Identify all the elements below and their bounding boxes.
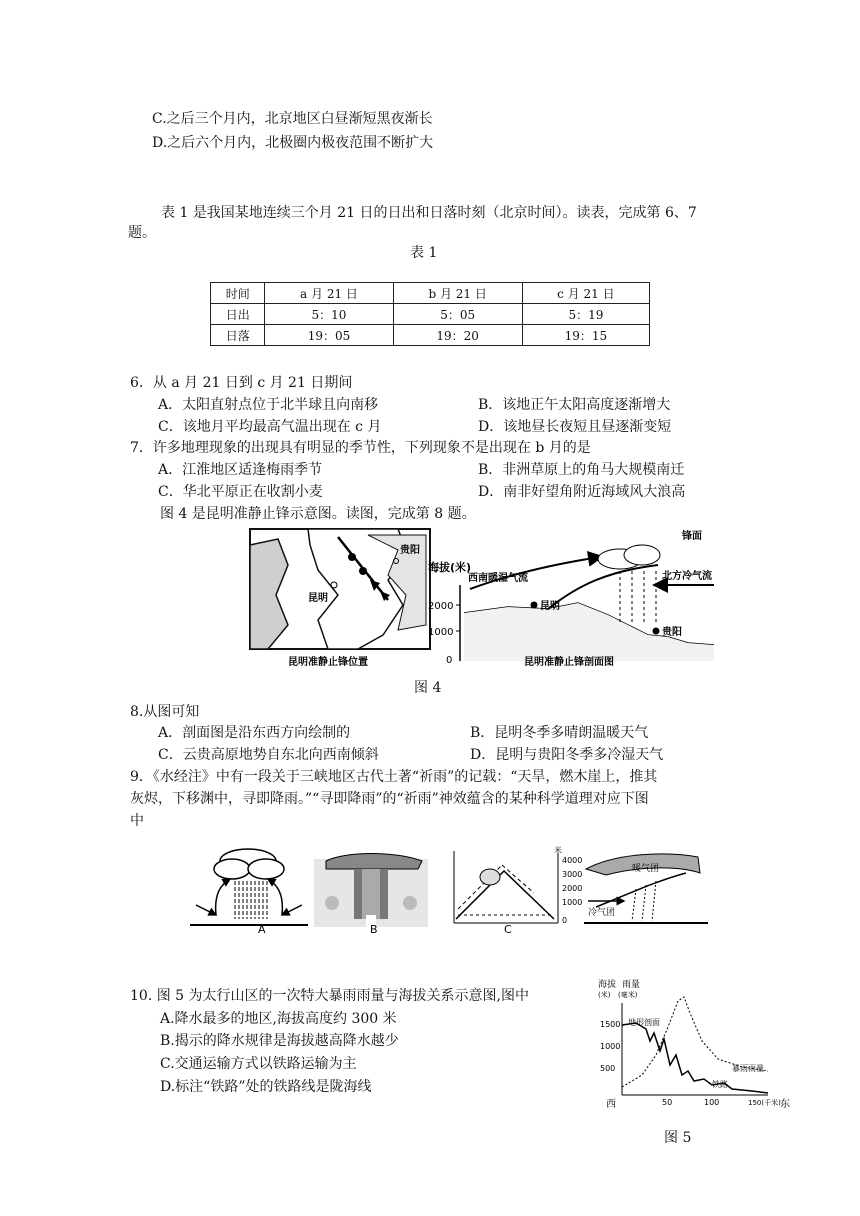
fig5-x-tick: 100 (704, 1098, 720, 1107)
fig5-y-tick: 500 (600, 1064, 616, 1073)
fig5-west-label: 西 (606, 1099, 616, 1110)
q8-option-b: B．昆明冬季多晴朗温暖天气 (470, 725, 649, 741)
q10-option-d: D.标注“铁路”处的铁路线是陇海线 (160, 1079, 372, 1095)
q8-option-c: C．云贵高原地势自东北向西南倾斜 (158, 747, 379, 763)
diagram-b-smoke (314, 854, 428, 937)
c-axis-tick: 3000 (562, 870, 583, 879)
front-label: 锋面 (682, 531, 702, 542)
table-cell: 5：10 (265, 304, 393, 325)
table-cell: 19：05 (265, 325, 393, 346)
q7-option-d: D．南非好望角附近海域风大浪高 (478, 484, 686, 500)
kunming-point (531, 602, 538, 609)
guiyang-label: 贵阳 (662, 627, 682, 638)
c-axis-tick: 2000 (562, 884, 583, 893)
diagram-label-c: C (504, 923, 512, 936)
rainfall-curve (622, 997, 768, 1087)
cold-air-label: 冷气团 (588, 908, 616, 918)
diagram-label-b: B (370, 923, 378, 936)
q8-stem: 8.从图可知 (130, 704, 200, 720)
front-profile (428, 529, 714, 668)
table-cell: 日落 (211, 325, 265, 346)
c-axis-tick: 1000 (562, 898, 583, 907)
c-axis-tick: 0 (562, 916, 568, 925)
q9-diagrams (186, 845, 716, 937)
altitude-tick: 1000 (428, 627, 454, 638)
intro-6-7-line1: 表 1 是我国某地连续三个月 21 日的日出和日落时刻（北京时间）。读表，完成第 6、7 (161, 205, 697, 221)
fig5-rain-label: 雨量 (622, 980, 641, 990)
c-axis-tick: 4000 (562, 856, 583, 865)
kunming-label: 昆明 (540, 601, 560, 612)
city-label-guiyang: 贵阳 (400, 545, 420, 556)
q9-line1: 9．《水经注》中有一段关于三峡地区古代土著“祈雨”的记载：“天旱，燃木崖上，推其 (130, 769, 658, 785)
q10-stem: 10. 图 5 为太行山区的一次特大暴雨雨量与海拔关系示意图,图中 (130, 988, 529, 1004)
q6-option-d: D．该地昼长夜短且昼逐渐变短 (478, 419, 672, 435)
q9-line2: 灰烬，下移渊中，寻即降雨。”“寻即降雨”的“祈雨”神效蕴含的某种科学道理对应下图 (130, 791, 649, 807)
altitude-tick: 2000 (428, 601, 454, 612)
table-header-cell: b 月 21 日 (393, 283, 522, 304)
profile-caption: 昆明准静止锋剖面图 (524, 657, 614, 668)
fig5-altitude-unit: (米) (598, 991, 611, 999)
q7-option-b: B．非洲草原上的角马大规模南迁 (478, 462, 685, 478)
front-location-map (250, 529, 430, 668)
terrain-label: 地形剖面 (628, 1018, 660, 1027)
figure-4 (248, 525, 718, 675)
q7-option-c: C．华北平原正在收割小麦 (158, 484, 323, 500)
north-flow-label: 北方冷气流 (662, 571, 712, 582)
q8-option-a: A．剖面图是沿东西方向绘制的 (158, 725, 351, 741)
terrain-profile (622, 1023, 768, 1093)
rail-label: 铁路 (712, 1080, 728, 1089)
table-header-row (211, 283, 650, 304)
q10-option-b: B.揭示的降水规律是海拔越高降水越少 (160, 1033, 399, 1049)
table-row (211, 304, 650, 325)
map-caption: 昆明准静止锋位置 (288, 657, 368, 668)
fig5-rain-unit: (毫米) (618, 991, 638, 999)
table-cell: 19：20 (393, 325, 522, 346)
diagram-a-convection (190, 849, 308, 936)
q10-option-a: A.降水最多的地区,海拔高度约 300 米 (160, 1011, 397, 1027)
table-cell: 5：05 (393, 304, 522, 325)
front-marker-dot (348, 553, 356, 561)
c-axis-unit: 米 (554, 846, 562, 855)
table-header-cell: c 月 21 日 (522, 283, 649, 304)
diagram-c-orographic (454, 845, 582, 936)
table-row (211, 325, 650, 346)
altitude-tick: 0 (446, 655, 453, 666)
fig5-x-tick: 50 (662, 1098, 673, 1107)
table-header-cell: a 月 21 日 (265, 283, 393, 304)
q6-option-a: A．太阳直射点位于北半球且向南移 (158, 397, 379, 413)
fig5-altitude-label: 海拔 (598, 980, 617, 990)
q9-line3: 中 (130, 813, 144, 829)
q6-option-c: C．该地月平均最高气温出现在 c 月 (158, 419, 382, 435)
table-cell: 5：19 (522, 304, 649, 325)
intro-6-7-line2: 题。 (128, 225, 156, 241)
guiyang-point (653, 628, 660, 635)
q10-option-c: C.交通运输方式以铁路运输为主 (160, 1056, 357, 1072)
q6-option-b: B．该地正午太阳高度逐渐增大 (478, 397, 671, 413)
figure-4-caption: 图 4 (414, 680, 442, 696)
altitude-label: 海拔(米) (428, 561, 472, 574)
q8-option-d: D．昆明与贵阳冬季多冷湿天气 (470, 747, 664, 763)
table-cell: 日出 (211, 304, 265, 325)
table-cell: 19：15 (522, 325, 649, 346)
table-header-cell: 时间 (211, 283, 265, 304)
fig5-x-tick: 150(千米) (748, 1099, 781, 1107)
warm-air-label: 暖气团 (632, 864, 660, 874)
figure-5 (592, 975, 802, 1113)
front-marker-dot (359, 567, 367, 575)
q5-option-d: D.之后六个月内，北极圈内极夜范围不断扩大 (152, 135, 434, 151)
intro-8: 图 4 是昆明准静止锋示意图。读图，完成第 8 题。 (160, 506, 476, 522)
sw-flow-label: 西南暖湿气流 (468, 573, 528, 584)
fig5-east-label: 东 (780, 1099, 790, 1110)
city-label-kunming: 昆明 (308, 593, 328, 604)
q6-stem: 6．从 a 月 21 日到 c 月 21 日期间 (130, 375, 353, 391)
q7-option-a: A．江淮地区适逢梅雨季节 (158, 462, 323, 478)
rainfall-label: 暴雨雨量 (732, 1064, 764, 1073)
figure-5-caption: 图 5 (664, 1130, 692, 1146)
fig5-y-tick: 1500 (600, 1020, 621, 1029)
q5-option-c: C.之后三个月内，北京地区白昼渐短黑夜渐长 (152, 111, 433, 127)
table-title: 表 1 (410, 245, 438, 261)
sunrise-sunset-table (210, 282, 650, 346)
q7-stem: 7．许多地理现象的出现具有明显的季节性，下列现象不是出现在 b 月的是 (130, 440, 591, 456)
fig5-y-tick: 1000 (600, 1042, 621, 1051)
diagram-d-front (584, 854, 708, 923)
diagram-label-a: A (258, 923, 266, 936)
